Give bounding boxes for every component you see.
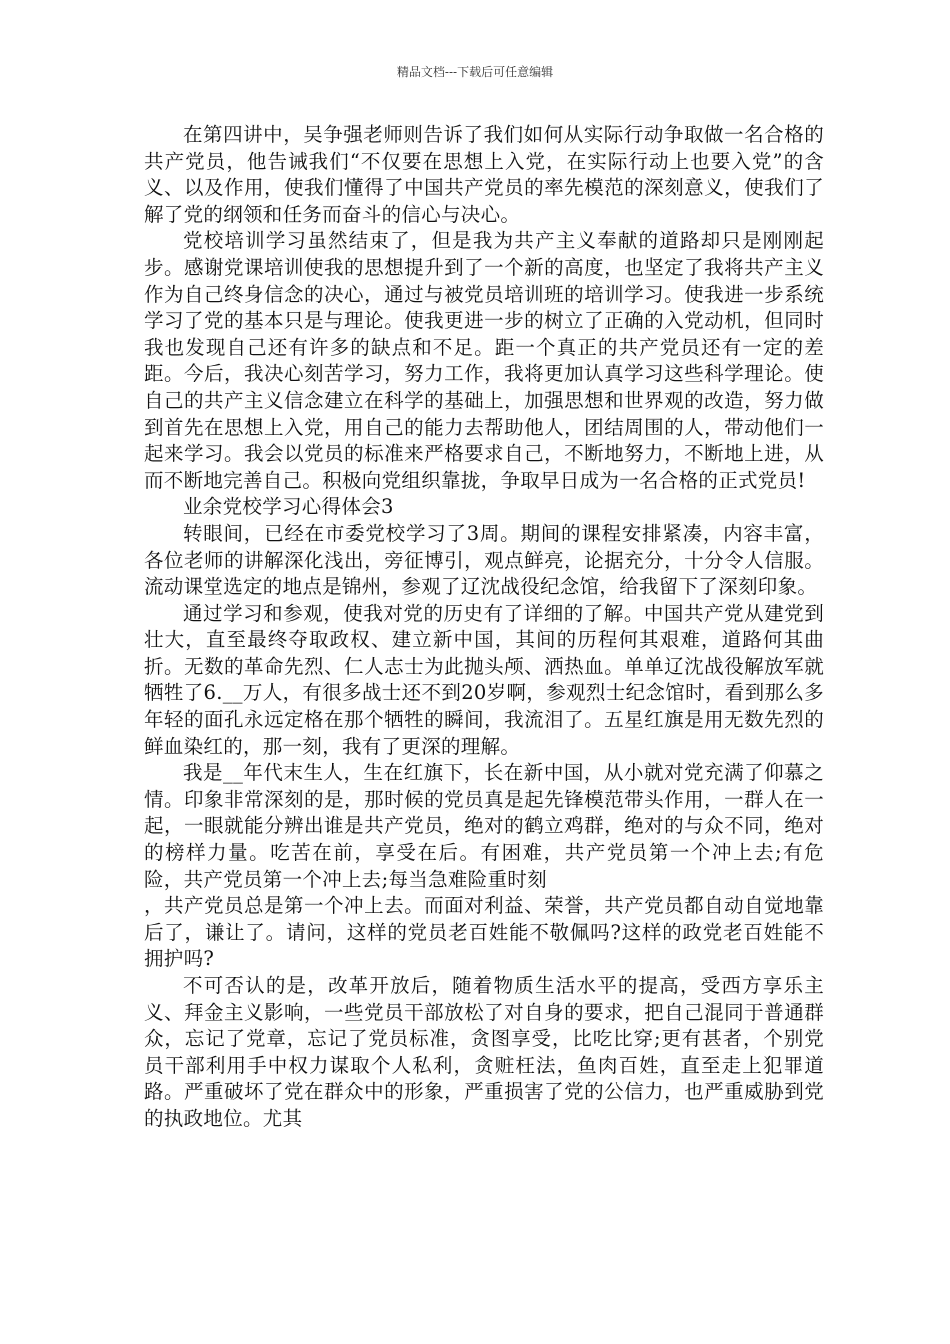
paragraph-5: 我是__年代末生人，生在红旗下，长在新中国，从小就对党充满了仰慕之情。印象非常深刻的是，那时候的党员真是起先锋模范带头作用，一群人在一起，一眼就能分辨出谁是共产党员，绝对的鹤立鸡群，绝对的与众不同，绝对的榜样力量。吃苦在前，享受在后。有困难，共产党员第一个冲上去;有危险，共产党员第一个冲上去;每当急难险重时刻	[144, 761, 824, 891]
section-heading: 业余党校学习心得体会3	[183, 495, 394, 519]
paragraph-6: 不可否认的是，改革开放后，随着物质生活水平的提高，受西方享乐主义、拜金主义影响，一些党员干部放松了对自身的要求，把自己混同于普通群众，忘记了党章，忘记了党员标准，贪图享受，比吃比穿;更有甚者，个别党员干部利用手中权力谋取个人私利，贪赃枉法，鱼肉百姓，直至走上犯罪道路。严重破坏了党在群众中的形象，严重损害了党的公信力，也严重威胁到党的执政地位。尤其	[144, 974, 824, 1130]
paragraph-5-continued: ，共产党员总是第一个冲上去。而面对利益、荣誉，共产党员都自动自觉地靠后了，谦让了。请问，这样的党员老百姓能不敬佩吗?这样的政党老百姓能不拥护吗?	[144, 894, 824, 971]
paragraph-2: 党校培训学习虽然结束了，但是我为共产主义奉献的道路却只是刚刚起步。感谢党课培训使我的思想提升到了一个新的高度，也坚定了我将共产主义作为自己终身信念的决心，通过与被党员培训班的培训学习。使我进一步系统学习了党的基本只是与理论。使我更进一步的树立了正确的入党动机，但同时我也发现自己还有许多的缺点和不足。距一个真正的共产党员还有一定的差距。今后，我决心刻苦学习，努力工作，我将更加认真学习这些科学理论。使自己的共产主义信念建立在科学的基础上，加强思想和世界观的改造，努力做到首先在思想上入党，用自己的能力去帮助他人，团结周围的人，带动他们一起来学习。我会以党员的标准来严格要求自己，不断地努力，不断地上进，从而不断地完善自己。积极向党组织靠拢，争取早日成为一名合格的正式党员!	[144, 229, 824, 492]
page-header: 精品文档---下载后可任意编辑	[396, 65, 554, 79]
paragraph-1: 在第四讲中，吴争强老师则告诉了我们如何从实际行动争取做一名合格的共产党员，他告诫我们“不仅要在思想上入党，在实际行动上也要入党”的含义、以及作用，使我们懂得了中国共产党员的率先模范的深刻意义，使我们了解了党的纲领和任务而奋斗的信心与决心。	[144, 123, 824, 226]
paragraph-4: 通过学习和参观，使我对党的历史有了详细的了解。中国共产党从建党到壮大，直至最终夺取政权、建立新中国，其间的历程何其艰难，道路何其曲折。无数的革命先烈、仁人志士为此抛头颅、洒热血。单单辽沈战役解放军就牺牲了6.__万人，有很多战士还不到20岁啊，参观烈士纪念馆时，看到那么多年轻的面孔永远定格在那个牺牲的瞬间，我流泪了。五星红旗是用无数先烈的鲜血染红的，那一刻，我有了更深的理解。	[144, 601, 824, 758]
paragraph-3: 转眼间，已经在市委党校学习了3周。期间的课程安排紧凑，内容丰富，各位老师的讲解深化浅出，旁征博引，观点鲜亮，论据充分，十分令人信服。流动课堂选定的地点是锦州，参观了辽沈战役纪念馆，给我留下了深刻印象。	[144, 521, 824, 599]
document-body	[144, 122, 824, 1133]
